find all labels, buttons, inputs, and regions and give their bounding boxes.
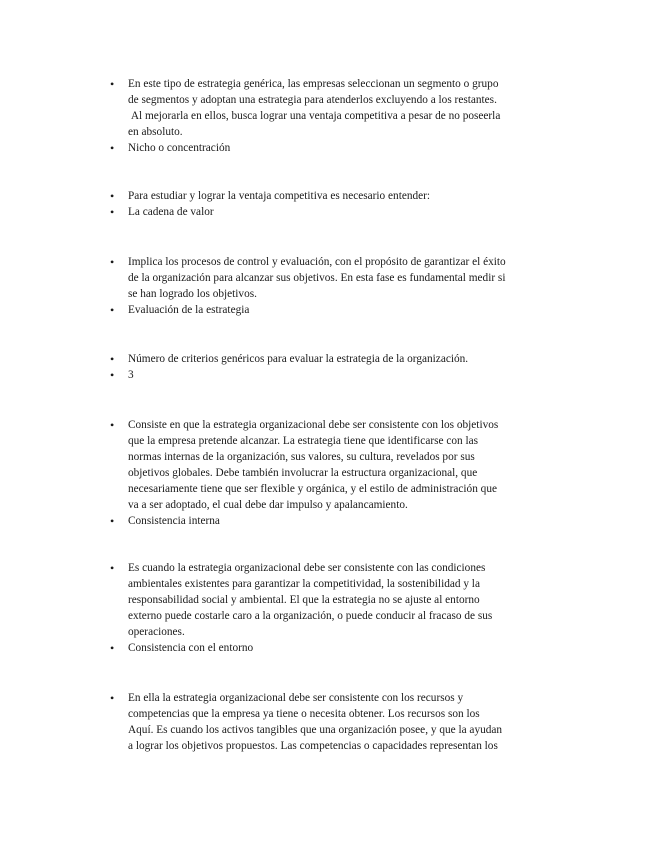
qa-group-1: [110, 76, 580, 156]
bullet-icon: •: [110, 352, 115, 366]
list-item-answer: [110, 513, 580, 529]
bullet-icon: •: [110, 303, 115, 317]
list-item-answer: [110, 640, 580, 656]
qa-group-3: [110, 254, 580, 318]
list-item-answer: [110, 204, 580, 220]
bullet-icon: •: [110, 561, 115, 575]
list-item-question: [110, 417, 580, 513]
qa-group-2: [110, 188, 580, 220]
list-item-answer: [110, 302, 580, 318]
list-item-answer: [110, 140, 580, 156]
question-text: Implica los procesos de control y evaluación, con el propósito de garantizar el éxito de la organización para alcanzar sus objetivos. En esta fase es fundamental medir si se han logrado los objetivos.: [128, 256, 506, 300]
bullet-icon: •: [110, 255, 115, 269]
question-text: Para estudiar y lograr la ventaja competitiva es necesario entender:: [128, 190, 431, 202]
qa-group-7: [110, 690, 580, 754]
question-text: Número de criterios genéricos para evaluar la estrategia de la organización.: [128, 353, 469, 365]
bullet-icon: •: [110, 691, 115, 705]
bullet-icon: •: [110, 205, 115, 219]
list-item-question: [110, 351, 580, 367]
list-item-question: [110, 690, 580, 754]
list-item-question: [110, 560, 580, 640]
question-text: En ella la estrategia organizacional debe ser consistente con los recursos y competencias que la empresa ya tiene o necesita obtener. Los recursos son los Aquí. Es cuando los activos tangibles que una organización posee, y que la ayudan a lograr los objetivos propuestos. Las competencias o capacidades representan los: [128, 692, 503, 752]
question-text: Es cuando la estrategia organizacional debe ser consistente con las condiciones ambientales existentes para garantizar la competitividad, la sostenibilidad y la responsabilidad social y ambiental. El que la estrategia no se ajuste al entorno externo puede costarle caro a la organización, o puede conducir al fracaso de sus operaciones.: [128, 562, 493, 638]
list-item-question: [110, 76, 580, 140]
answer-text: Evaluación de la estrategia: [128, 304, 250, 316]
qa-group-5: [110, 417, 580, 529]
bullet-icon: •: [110, 368, 115, 382]
list-item-answer: [110, 367, 580, 383]
qa-group-6: [110, 560, 580, 656]
bullet-icon: •: [110, 641, 115, 655]
answer-text: 3: [128, 369, 134, 381]
bullet-icon: •: [110, 77, 115, 91]
answer-text: La cadena de valor: [128, 206, 214, 218]
list-item-question: [110, 254, 580, 302]
bullet-icon: •: [110, 514, 115, 528]
bullet-icon: •: [110, 141, 115, 155]
bullet-icon: •: [110, 418, 115, 432]
answer-text: Nicho o concentración: [128, 142, 231, 154]
question-text: En este tipo de estrategia genérica, las empresas seleccionan un segmento o grupo de segmentos y adoptan una estrategia para atenderlos excluyendo a los restantes. Al mejorarla en ellos, busca lograr una ventaja competitiva a pesar de no poseerla en absoluto.: [128, 78, 501, 138]
list-item-question: [110, 188, 580, 204]
question-text: Consiste en que la estrategia organizacional debe ser consistente con los objetivos que la empresa pretende alcanzar. La estrategia tiene que identificarse con las normas internas de la organización, sus valores, su cultura, revelados por sus objetivos globales. Debe también involucrar la estructura organizacional, que necesariamente tiene que ser flexible y orgánica, y el estilo de administración que va a ser adoptado, el cual debe dar impulso y apalancamiento.: [128, 419, 499, 511]
answer-text: Consistencia con el entorno: [128, 642, 254, 654]
qa-group-4: [110, 351, 580, 383]
answer-text: Consistencia interna: [128, 515, 220, 527]
bullet-icon: •: [110, 189, 115, 203]
